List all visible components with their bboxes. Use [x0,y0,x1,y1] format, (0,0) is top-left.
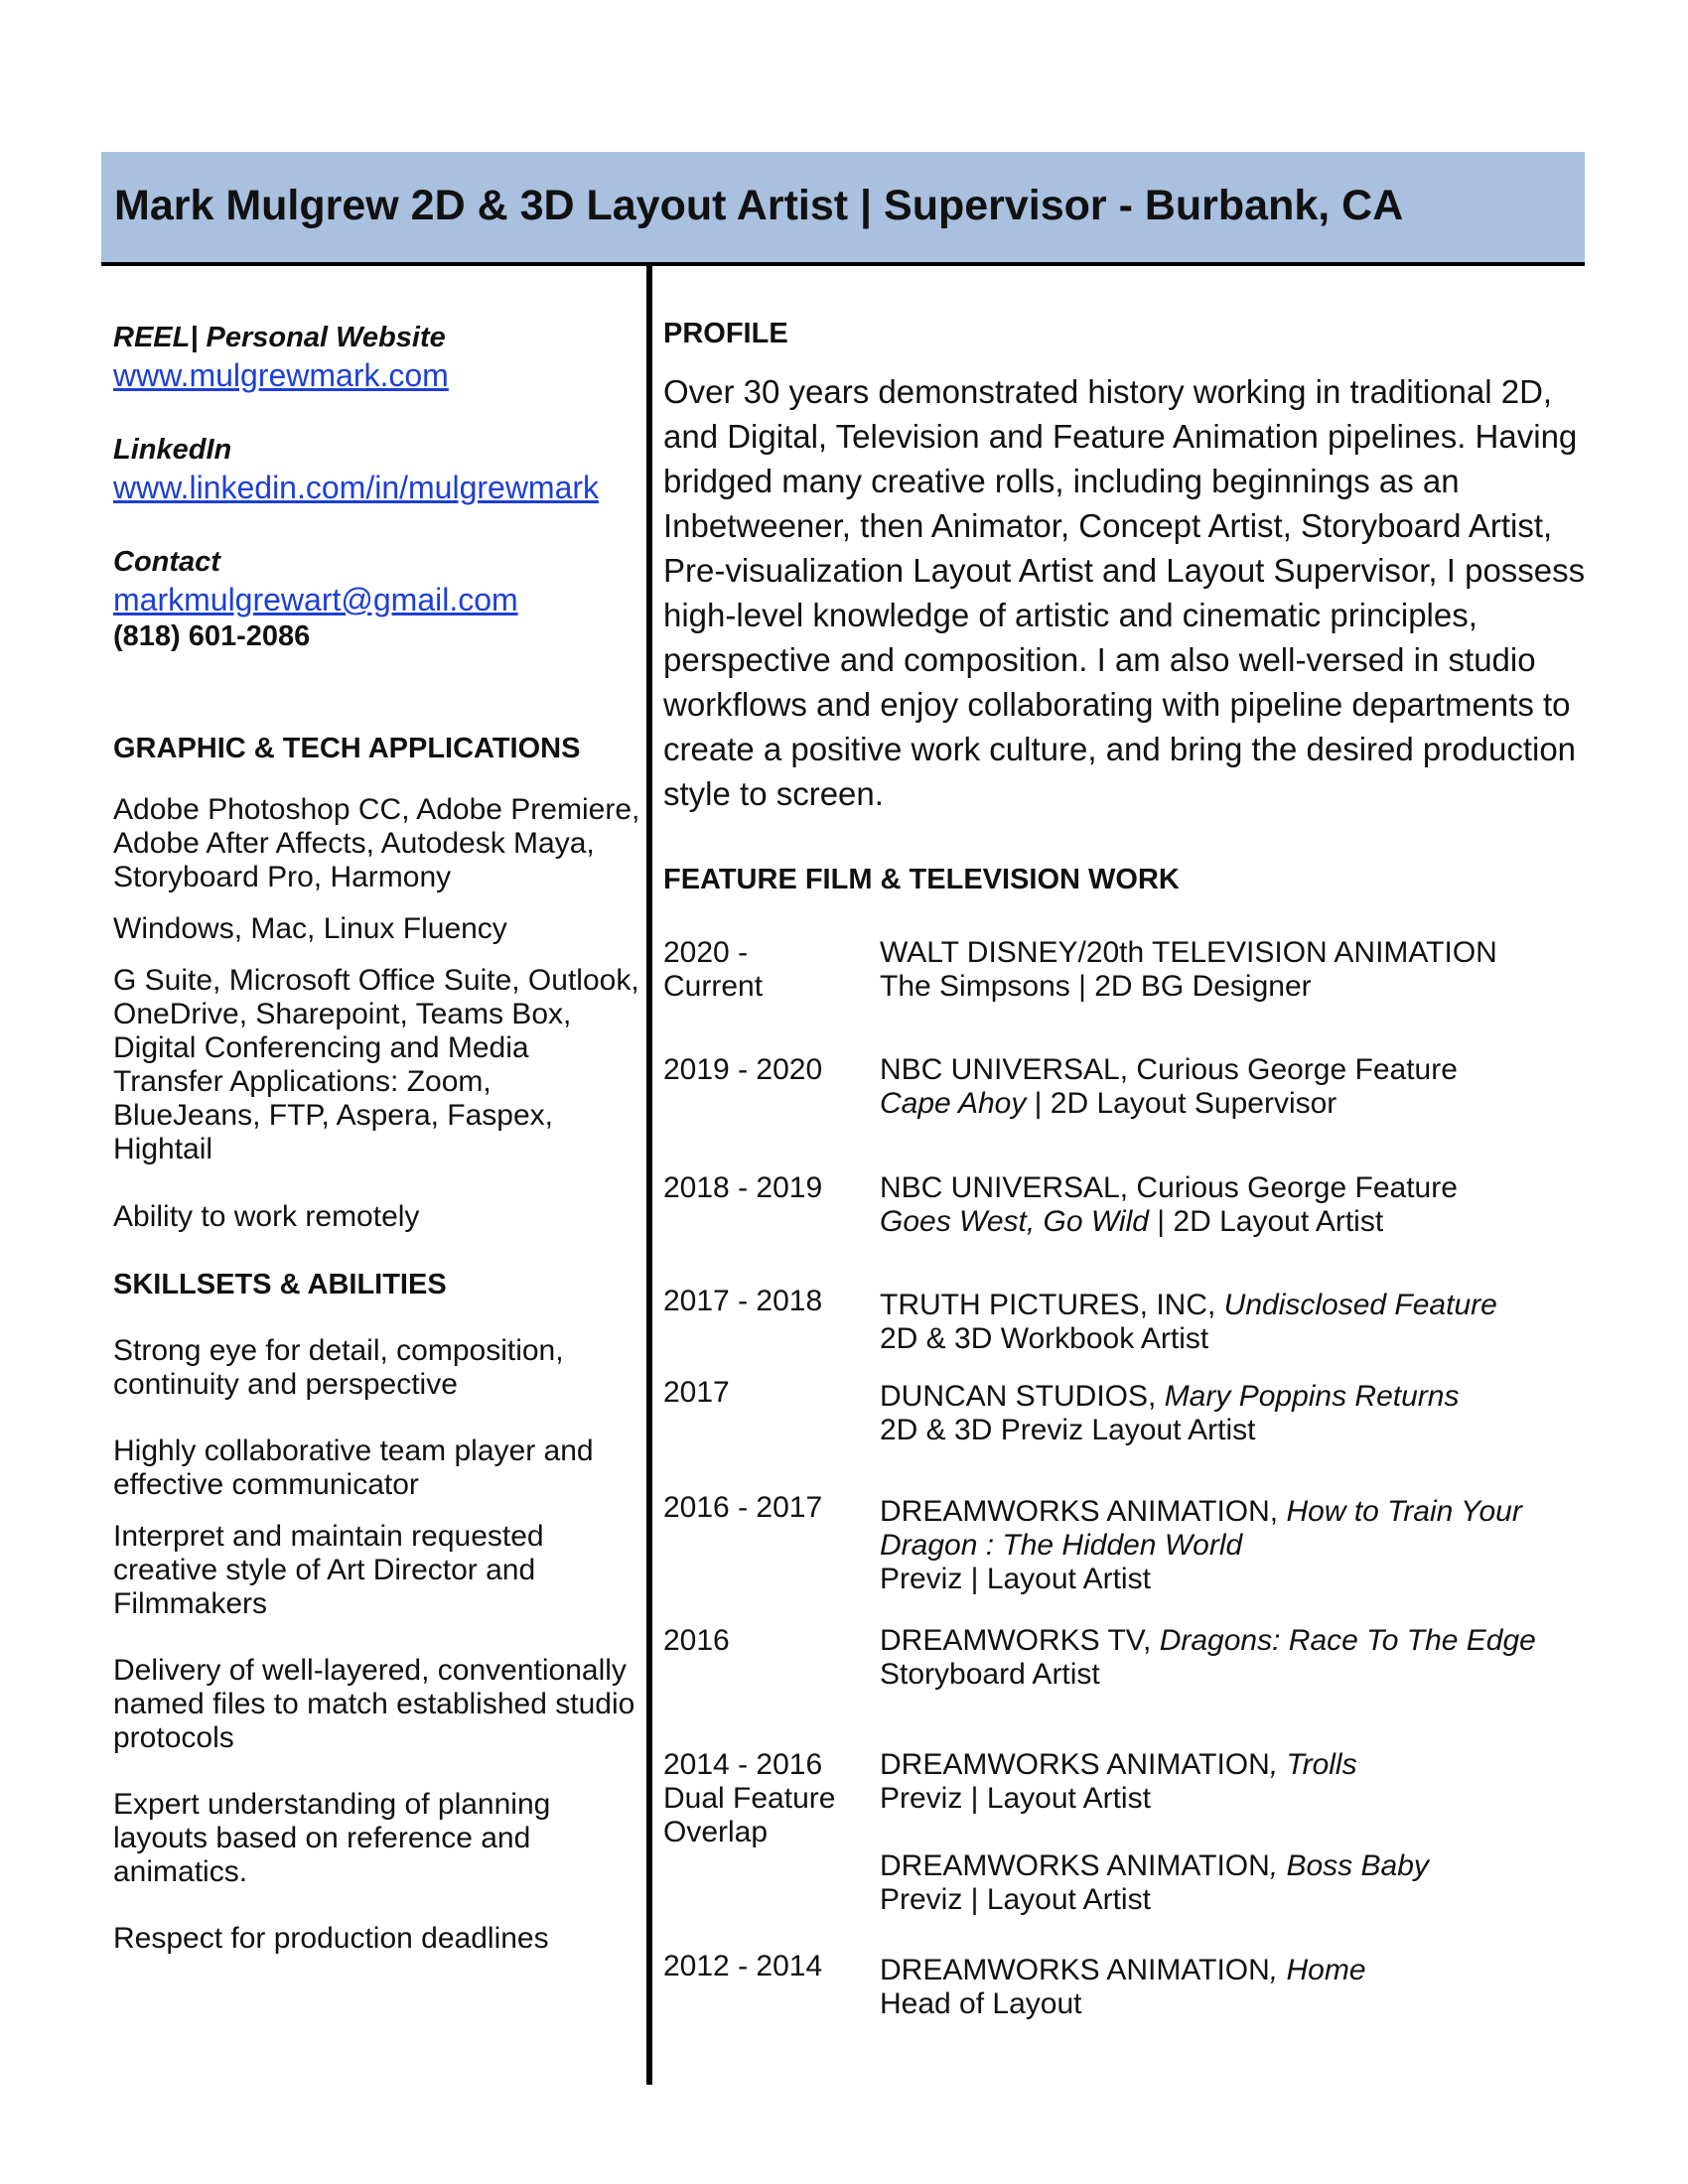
job-title: , Boss Baby [1269,1849,1429,1882]
job-title: Mary Poppins Returns [1164,1380,1460,1413]
linkedin-label: LinkedIn [113,434,232,466]
apps-item: Ability to work remotely [113,1200,420,1233]
job-company: NBC UNIVERSAL, Curious George Feature [880,1053,1458,1086]
apps-item: Adobe Photoshop CC, Adobe Premiere, Adobe After Affects, Autodesk Maya, Storyboard Pro, Harmony [113,793,640,893]
contact-label: Contact [113,546,220,578]
job-date: 2016 - 2017 [663,1491,823,1524]
job-role: The Simpsons | 2D BG Designer [880,970,1312,1003]
job-role: | 2D Layout Supervisor [1026,1087,1337,1120]
job-role: Previz | Layout Artist [880,1563,1151,1595]
job-role: Head of Layout [880,1987,1082,2020]
job-title: Goes West, Go Wild [880,1205,1149,1238]
profile-text: Over 30 years demonstrated history working in traditional 2D, and Digital, Television and Feature Animation pipelines. Having bridged many creative rolls, including beginnings as an Inbetweener, then Animator, Concept Artist, Storyboard Artist, Pre-visualization Layout Artist and Layout Supervisor, I possess high-level knowledge of artistic and cinematic principles, perspective and composition. I am also well-versed in studio workflows and enjoy collaborating with pipeline departments to create a positive work culture, and bring the desired production style to screen. [663,373,1586,812]
job-company: WALT DISNEY/20th TELEVISION ANIMATION [880,936,1497,969]
job-company: DUNCAN STUDIOS, [880,1380,1165,1413]
job-title: Dragons: Race To The Edge [1159,1624,1536,1657]
job-title: , Home [1269,1954,1366,1986]
job-role: Storyboard Artist [880,1658,1100,1691]
profile-heading: PROFILE [663,318,788,349]
job-date: Current [663,970,764,1003]
job-date: 2012 - 2014 [663,1950,823,1982]
phone-number: (818) 601-2086 [113,620,311,652]
job-title: Cape Ahoy [880,1087,1027,1120]
job-date: 2018 - 2019 [663,1171,823,1204]
job-title: How to Train Your Dragon : The Hidden World [880,1495,1522,1562]
job-date: 2017 [663,1376,730,1409]
job-date: 2014 - 2016 [663,1748,823,1781]
job-role: Previz | Layout Artist [880,1782,1151,1815]
skills-item: Interpret and maintain requested creative style of Art Director and Filmmakers [113,1520,544,1620]
job-date: 2017 - 2018 [663,1285,823,1317]
skills-item: Delivery of well-layered, conventionally named files to match established studio protocols [113,1654,635,1754]
job-company: DREAMWORKS ANIMATION, [880,1495,1287,1528]
linkedin-link[interactable]: www.linkedin.com/in/mulgrewmark [113,470,600,505]
apps-heading: GRAPHIC & TECH APPLICATIONS [113,733,581,764]
column-divider [646,266,652,2085]
job-role: 2D & 3D Previz Layout Artist [880,1414,1256,1446]
skills-heading: SKILLSETS & ABILITIES [113,1269,447,1300]
job-role: 2D & 3D Workbook Artist [880,1322,1209,1355]
skills-item: Strong eye for detail, composition, continuity and perspective [113,1334,564,1401]
job-date: 2020 - [663,936,749,969]
apps-item: G Suite, Microsoft Office Suite, Outlook, OneDrive, Sharepoint, Teams Box, Digital Conferencing and Media Transfer Applications: Zoom, BlueJeans, FTP, Aspera, Faspex, Hightail [113,964,639,1165]
main-content [663,316,1587,2020]
job-company: NBC UNIVERSAL, Curious George Feature [880,1171,1458,1204]
job-title: Undisclosed Feature [1223,1289,1497,1321]
job-company: DREAMWORKS ANIMATION [880,1849,1270,1882]
job-date: Overlap [663,1816,769,1848]
job-company: DREAMWORKS ANIMATION [880,1748,1270,1781]
skills-item: Highly collaborative team player and effective communicator [113,1434,594,1501]
job-company: DREAMWORKS TV, [880,1624,1160,1657]
website-link[interactable]: www.mulgrewmark.com [113,357,449,393]
reel-label: REEL| Personal Website [113,322,446,353]
sidebar [113,320,644,1956]
page-title: Mark Mulgrew 2D & 3D Layout Artist | Supervisor - Burbank, CA [114,182,1404,229]
job-title: , Trolls [1269,1748,1357,1781]
header-banner [101,152,1585,266]
job-date: Dual Feature [663,1782,836,1815]
work-heading: FEATURE FILM & TELEVISION WORK [663,864,1180,895]
job-date: 2016 [663,1624,730,1657]
apps-item: Windows, Mac, Linux Fluency [113,912,507,945]
email-link[interactable]: markmulgrewart@gmail.com [113,582,518,617]
job-company: TRUTH PICTURES, INC, [880,1289,1224,1321]
job-company: DREAMWORKS ANIMATION [880,1954,1270,1986]
skills-item: Expert understanding of planning layouts based on reference and animatics. [113,1788,551,1888]
job-role: Previz | Layout Artist [880,1883,1151,1916]
skills-item: Respect for production deadlines [113,1922,549,1955]
job-role: | 2D Layout Artist [1148,1205,1384,1238]
job-date: 2019 - 2020 [663,1053,823,1086]
